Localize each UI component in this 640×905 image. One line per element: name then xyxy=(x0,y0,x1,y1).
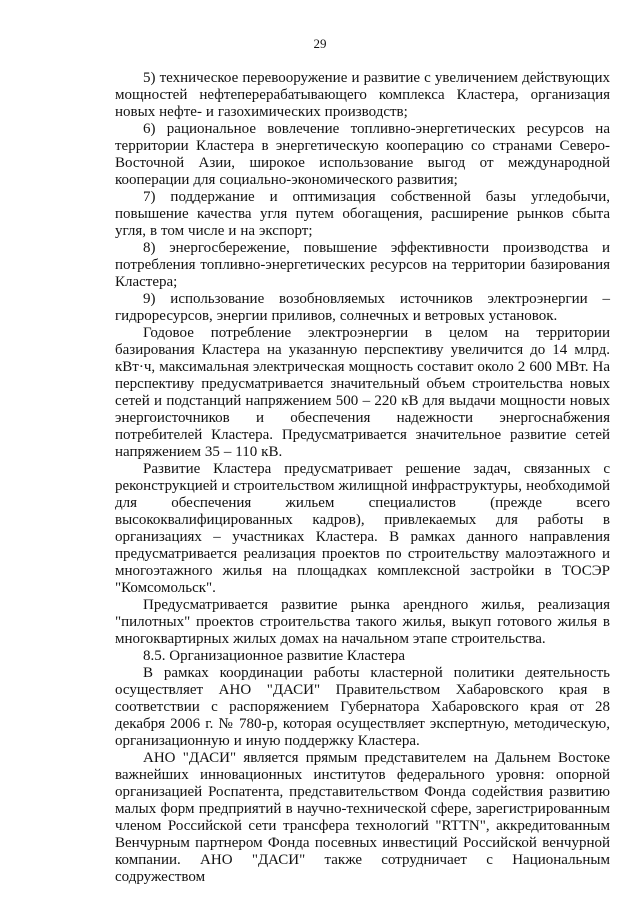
paragraph-item-8: 8) энергосбережение, повышение эффективности производства и потребления топливно-энергетических ресурсов на территории базирования Кластера; xyxy=(115,240,610,290)
section-heading: 8.5. Организационное развитие Кластера xyxy=(143,648,406,664)
paragraph-dasi: АНО "ДАСИ" является прямым представителем на Дальнем Востоке важнейших инновационных институтов федерального уровня: опорной организацией Роспатента, представительством Фонда содействия развитию малых форм предприятий в научно-технической сфере, зарегистрированным членом Российской сети трансфера технологий "RTTN", аккредитованным Венчурным партнером Фонда посевных инвестиций Российской венчурной компании. АНО "ДАСИ" также сотрудничает с Национальным содружеством xyxy=(115,750,610,885)
paragraph-electricity: Годовое потребление электроэнергии в целом на территории базирования Кластера на указанную перспективу увеличится до 14 млрд. кВт·ч, максимальная электрическая мощность составит около 2 600 МВт. На перспективу предусматривается значительный объем строительства новых сетей и подстанций напряжением 500 – 220 кВ для выдачи мощности новых энергоисточников и обеспечения надежности энергоснабжения потребителей Кластера. Предусматривается значительное развитие сетей напряжением 35 – 110 кВ. xyxy=(115,325,610,460)
paragraph-item-7: 7) поддержание и оптимизация собственной базы угледобычи, повышение качества угля путем обогащения, расширение рынков сбыта угля, в том числе и на экспорт; xyxy=(115,189,610,239)
paragraph-item-5: 5) техническое перевооружение и развитие с увеличением действующих мощностей нефтеперерабатывающего комплекса Кластера, организация новых нефте- и газохимических производств; xyxy=(115,70,610,120)
paragraph-item-6: 6) рациональное вовлечение топливно-энергетических ресурсов на территории Кластера в энергетическую кооперацию со странами Северо-Восточной Азии, широкое использование выгод от международной кооперации для социально-экономического развития; xyxy=(115,121,610,188)
document-body xyxy=(115,70,610,886)
paragraph-rental: Предусматривается развитие рынка арендного жилья, реализация "пилотных" проектов строительства такого жилья, выкуп готового жилья в многоквартирных жилых домах на начальном этапе строительства. xyxy=(115,597,610,647)
paragraph-item-9: 9) использование возобновляемых источников электроэнергии – гидроресурсов, энергии приливов, солнечных и ветровых установок. xyxy=(115,291,610,324)
paragraph-coordination: В рамках координации работы кластерной политики деятельность осуществляет АНО "ДАСИ" Правительством Хабаровского края в соответствии с распоряжением Губернатора Хабаровского края от 28 декабря 2006 г. № 780-р, которая осуществляет экспертную, методическую, организационную и иную поддержку Кластера. xyxy=(115,665,610,749)
paragraph-housing: Развитие Кластера предусматривает решение задач, связанных с реконструкцией и строительством жилищной инфраструктуры, необходимой для обеспечения жильем специалистов (прежде всего высококвалифицированных кадров), привлекаемых для работы в организациях – участниках Кластера. В рамках данного направления предусматривается реализация проектов по строительству малоэтажного и многоэтажного жилья на площадках комплексной застройки в ТОСЭР "Комсомольск". xyxy=(115,461,610,596)
page-number: 29 xyxy=(313,36,327,51)
